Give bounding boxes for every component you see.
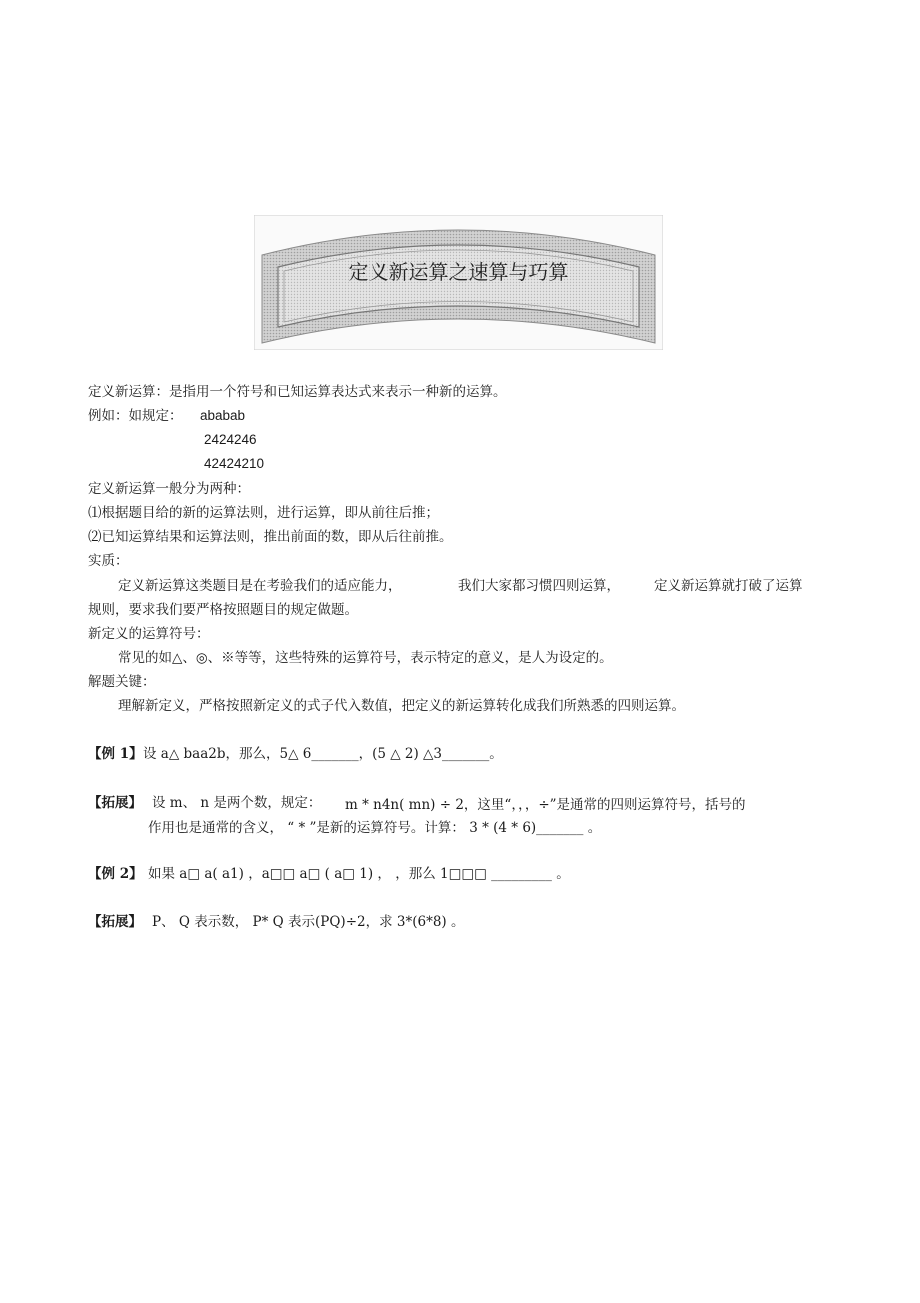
- example-1-label: 【例 1】: [88, 746, 143, 762]
- essence-text-line-2: 规则，要求我们要严格按照题目的规定做题。: [88, 602, 358, 618]
- essence-text-part-3: 定义新运算就打破了运算: [654, 578, 803, 594]
- example-2-label: 【例 2】: [88, 866, 143, 882]
- essence-heading: 实质：: [88, 553, 129, 569]
- extension-1-label: 【拓展】: [88, 795, 142, 811]
- essence-text-part-2: 我们大家都习惯四则运算，: [458, 578, 620, 594]
- extension-1-text-line-2: 作用也是通常的含义， “ * ”是新的运算符号。计算： 3 * (4 * 6)_______ 。: [148, 820, 602, 836]
- extension-2-text: P、 Q 表示数， P* Q 表示(PQ)÷2，求 3*(6*8) 。: [152, 914, 465, 930]
- key-text: 理解新定义，严格按照新定义的式子代入数值，把定义的新运算转化成我们所熟悉的四则运算。: [118, 698, 685, 714]
- extension-2-label: 【拓展】: [88, 914, 142, 930]
- example-label: 例如：如规定：: [88, 408, 183, 424]
- example-formula-line-3: 42424210: [204, 456, 265, 471]
- types-heading: 定义新运算一般分为两种：: [88, 481, 250, 497]
- document-title: 定义新运算之速算与巧算: [348, 260, 569, 284]
- essence-text-part-1: 定义新运算这类题目是在考验我们的适应能力，: [118, 578, 402, 594]
- extension-1-text-part-1: 设 m、 n 是两个数，规定：: [152, 795, 322, 811]
- symbols-heading: 新定义的运算符号：: [88, 626, 210, 642]
- type-item-1: ⑴根据题目给的新的运算法则，进行运算，即从前往后推；: [88, 505, 439, 521]
- key-heading: 解题关键：: [88, 674, 156, 690]
- example-formula-line-2: 2424246: [204, 432, 257, 447]
- definition-paragraph: 定义新运算：是指用一个符号和已知运算表达式来表示一种新的运算。: [88, 384, 507, 400]
- example-1-text: 设 a△ baa2b，那么，5△ 6_______，(5 △ 2) △3_______。: [143, 746, 503, 762]
- type-item-2: ⑵已知运算结果和运算法则，推出前面的数，即从后往前推。: [88, 529, 453, 545]
- example-formula-line-1: ababab: [200, 408, 246, 423]
- example-2-text: 如果 a□ a( a1) ，a□□ a□ ( a□ 1) ， ，那么 1□□□ _________ 。: [148, 866, 570, 882]
- symbols-text: 常见的如△、◎、※等等，这些特殊的运算符号，表示特定的意义，是人为设定的。: [118, 650, 613, 666]
- extension-1-text-part-2: m * n4n( mn) ÷ 2，这里“，，，÷”是通常的四则运算符号，括号的: [345, 797, 746, 813]
